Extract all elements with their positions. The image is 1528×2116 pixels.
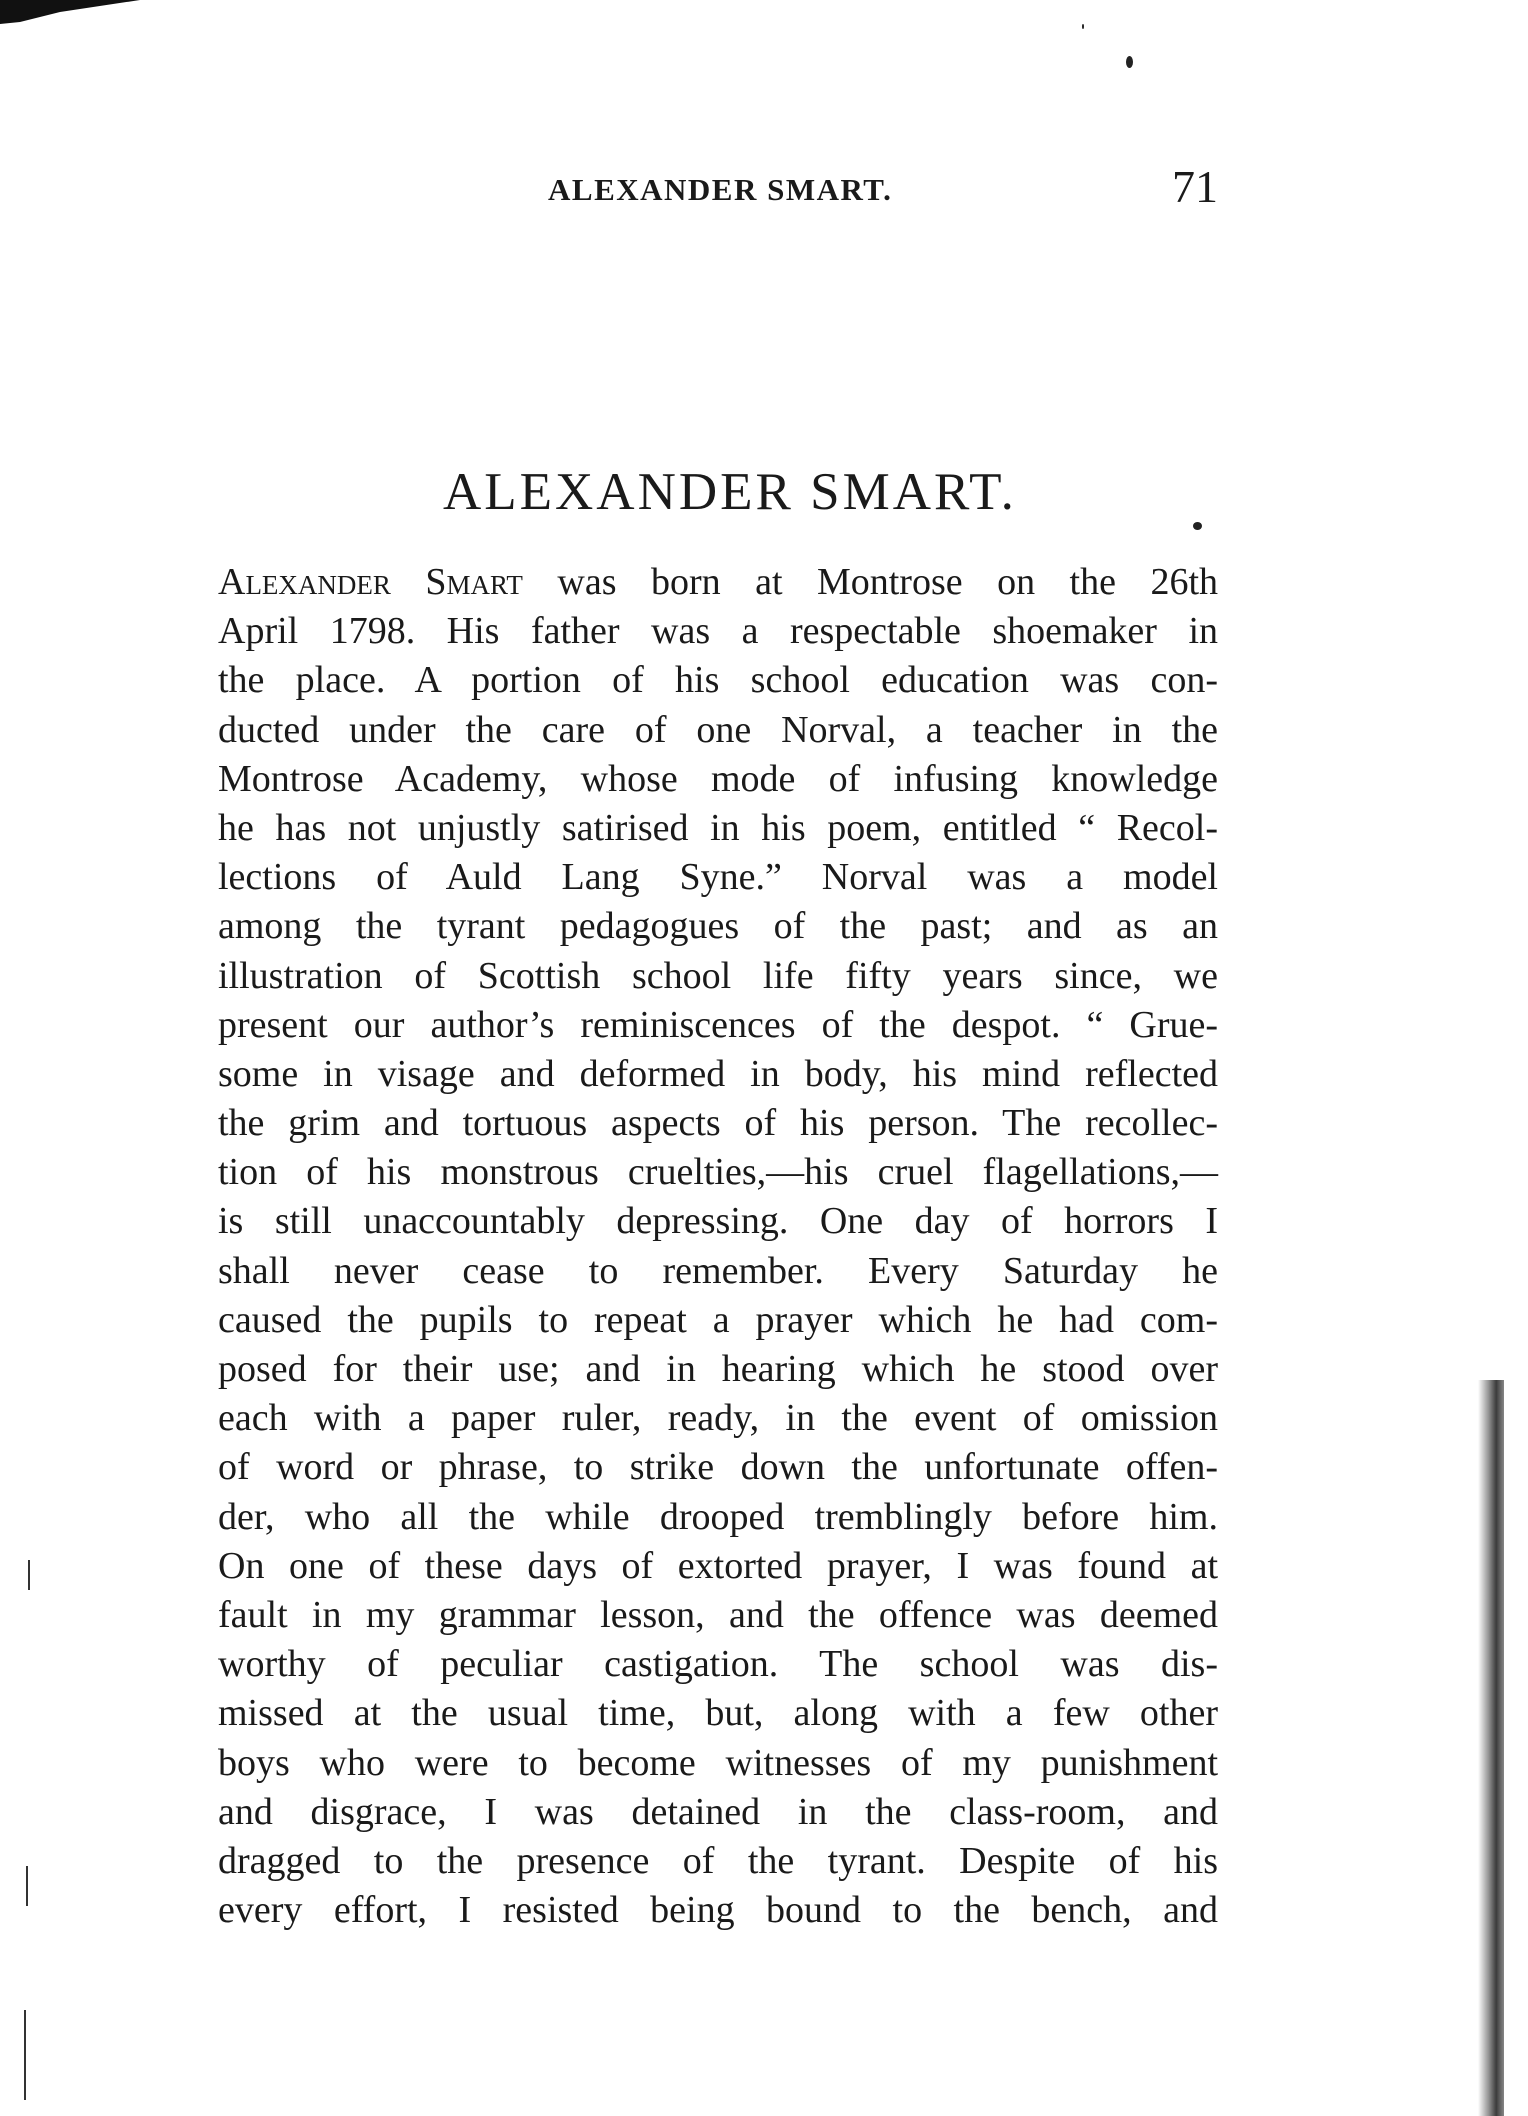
text-line: ducted under the care of one Norval, a teacher in the (218, 708, 1218, 751)
page-number: 71 (1172, 161, 1218, 212)
text-line: present our author’s reminiscences of the despot. “ Grue- (218, 1003, 1218, 1046)
text-line: posed for their use; and in hearing which he stood over (218, 1348, 1218, 1390)
text-line: tion of his monstrous cruelties,—his cruel flagellations,— (218, 1151, 1218, 1194)
text-line: lections of Auld Lang Syne.” Norval was a model (218, 856, 1218, 899)
text-line: fault in my grammar lesson, and the offence was deemed (218, 1593, 1218, 1636)
text-line: caused the pupils to repeat a prayer which he had com- (218, 1298, 1218, 1341)
text-line: April 1798. His father was a respectable shoemaker in (218, 610, 1218, 653)
text-line: among the tyrant pedagogues of the past; and as an (218, 905, 1218, 948)
scan-speck (1126, 56, 1133, 68)
text-line: each with a paper ruler, ready, in the event of omission (218, 1397, 1218, 1440)
text-line-rest: was born at Montrose on the 26th (522, 561, 1218, 603)
text-line: dragged to the presence of the tyrant. Despite of his (218, 1839, 1218, 1882)
scan-speck (1082, 24, 1084, 29)
text-line: every effort, I resisted being bound to the bench, and (218, 1889, 1218, 1932)
chapter-title: ALEXANDER SMART. (443, 463, 1017, 521)
text-line: boys who were to become witnesses of my punishment (218, 1741, 1218, 1784)
text-line: the grim and tortuous aspects of his person. The recollec- (218, 1102, 1218, 1145)
body-paragraph (218, 558, 1218, 1935)
running-header-title: ALEXANDER SMART. (548, 172, 893, 207)
text-line: of word or phrase, to strike down the unfortunate offen- (218, 1446, 1218, 1489)
text-line: missed at the usual time, but, along with a few other (218, 1692, 1218, 1735)
text-line: illustration of Scottish school life fifty years since, we (218, 954, 1218, 997)
text-line (218, 558, 1218, 607)
margin-artifact-line (28, 1560, 30, 1590)
text-line: he has not unjustly satirised in his poem, entitled “ Recol- (218, 806, 1218, 849)
text-line: some in visage and deformed in body, his mind reflected (218, 1052, 1218, 1095)
scan-corner-mark (0, 0, 140, 24)
margin-artifact-line (24, 2010, 26, 2100)
text-line: shall never cease to remember. Every Saturday he (218, 1249, 1218, 1292)
scan-speck (1193, 522, 1202, 530)
text-line: and disgrace, I was detained in the class-room, and (218, 1790, 1218, 1833)
text-line: worthy of peculiar castigation. The school was dis- (218, 1643, 1218, 1686)
text-line: the place. A portion of his school education was con- (218, 659, 1218, 702)
text-line: der, who all the while drooped tremblingly before him. (218, 1495, 1218, 1538)
text-line: On one of these days of extorted prayer, I was found at (218, 1544, 1218, 1587)
subject-name: Alexander Smart (218, 561, 523, 603)
text-line: Montrose Academy, whose mode of infusing knowledge (218, 757, 1218, 800)
margin-artifact-line (26, 1866, 28, 1906)
binding-edge-shadow (1478, 1380, 1504, 2116)
text-line: is still unaccountably depressing. One day of horrors I (218, 1200, 1218, 1243)
